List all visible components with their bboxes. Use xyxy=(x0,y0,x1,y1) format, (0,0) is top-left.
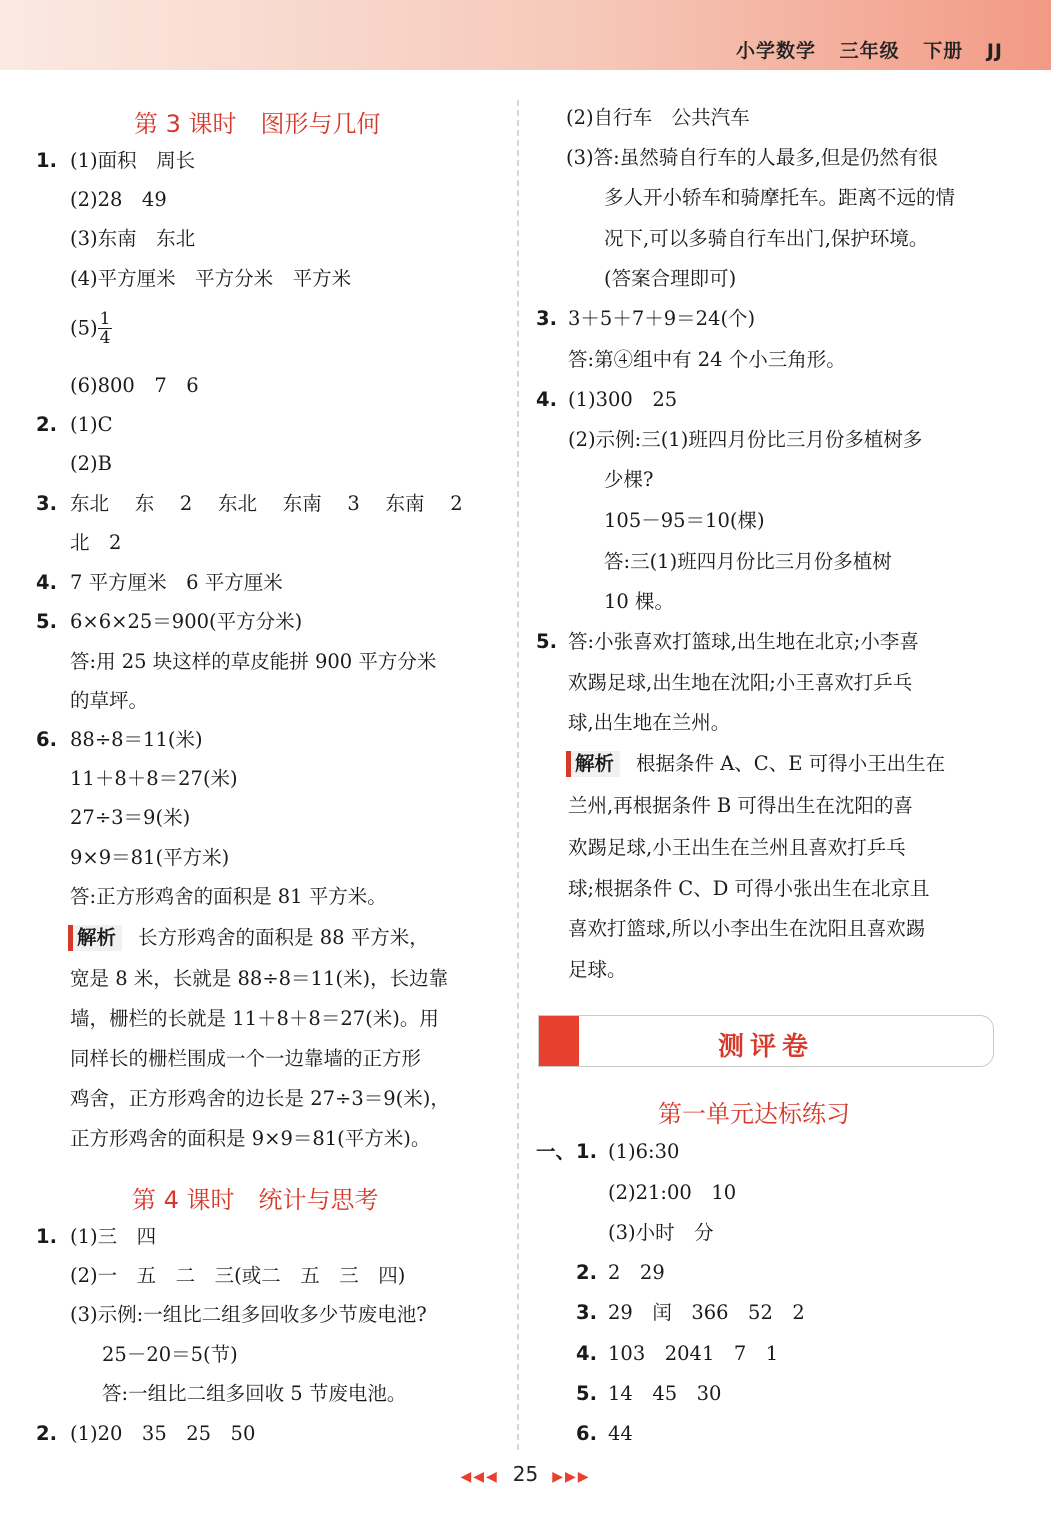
question-number: 1. xyxy=(576,1140,597,1163)
answer-line: 27÷3＝9(米) xyxy=(70,806,191,829)
answer-line: (2)B xyxy=(70,452,112,475)
answer-line: 答:第④组中有 24 个小三角形。 xyxy=(568,348,846,371)
answer-line: 3＋5＋7＋9＝24(个) xyxy=(568,307,756,330)
analysis-text: 足球。 xyxy=(568,958,627,981)
answer-line: (1)6:30 xyxy=(608,1140,680,1163)
answer-line: 29 闰 366 52 2 xyxy=(608,1301,805,1324)
analysis-line xyxy=(566,751,945,777)
question-number: 3. xyxy=(576,1301,597,1324)
analysis-text: 欢踢足球,小王出生在兰州且喜欢打乒乓 xyxy=(568,836,906,859)
question-number: 6. xyxy=(576,1422,597,1445)
answer-line: 欢踢足球,出生地在沈阳;小王喜欢打乒乓 xyxy=(568,671,913,694)
analysis-text: 喜欢打篮球,所以小李出生在沈阳且喜欢踢 xyxy=(568,917,926,940)
analysis-text: 鸡舍，正方形鸡舍的边长是 27÷3＝9(米)， xyxy=(70,1087,450,1110)
analysis-text: 宽是 8 米，长就是 88÷8＝11(米)，长边靠 xyxy=(70,967,449,990)
question-number: 2. xyxy=(576,1261,597,1284)
page-number: 25 xyxy=(512,1462,539,1486)
answer-line: (1)20 35 25 50 xyxy=(70,1422,256,1445)
banner-title: 测评卷 xyxy=(717,1032,814,1062)
analysis-tag: 解析 xyxy=(566,751,620,777)
answer-line: 9×9＝81(平方米) xyxy=(70,846,230,869)
answer-line: (2)示例:三(1)班四月份比三月份多植树多 xyxy=(568,428,923,451)
answer-line: 105－95＝10(棵) xyxy=(604,509,765,532)
answer-line: 的草坪。 xyxy=(70,689,149,712)
analysis-text: 墙，栅栏的长就是 11＋8＋8＝27(米)。用 xyxy=(70,1007,439,1030)
answer-line: 少棵? xyxy=(604,468,654,491)
fraction-denominator: 4 xyxy=(99,328,111,348)
answer-line: 7 平方厘米 6 平方厘米 xyxy=(70,571,283,594)
question-number: 5. xyxy=(536,630,557,653)
section-title: 第 3 课时 图形与几何 xyxy=(134,110,381,138)
prev-arrows-icon: ◀◀◀ xyxy=(460,1469,499,1485)
question-number: 1. xyxy=(36,149,57,172)
header-grade: 三年级 xyxy=(839,40,900,62)
question-number: 4. xyxy=(576,1342,597,1365)
analysis-text: 球;根据条件 C、D 可得小张出生在北京且 xyxy=(568,877,930,900)
answer-line: 10 棵。 xyxy=(604,590,675,613)
answer-line: 球,出生地在兰州。 xyxy=(568,711,731,734)
answer-line: (3)答:虽然骑自行车的人最多,但是仍然有很 xyxy=(566,146,938,169)
answer-line: 44 xyxy=(608,1422,633,1445)
column-divider xyxy=(517,100,519,1450)
fraction-numerator: 1 xyxy=(99,309,111,329)
question-number: 5. xyxy=(576,1382,597,1405)
question-number: 4. xyxy=(536,388,557,411)
answer-line: (3)示例:一组比二组多回收多少节废电池? xyxy=(70,1303,427,1326)
answer-line: (3)东南 东北 xyxy=(70,227,196,250)
answer-line: 11＋8＋8＝27(米) xyxy=(70,767,238,790)
answer-line: 多人开小轿车和骑摩托车。距离不远的情 xyxy=(604,186,956,209)
answer-line: (1)面积 周长 xyxy=(70,149,196,172)
answer-line: 2 29 xyxy=(608,1261,665,1284)
answer-line: 况下,可以多骑自行车出门,保护环境。 xyxy=(604,227,929,250)
next-arrows-icon: ▶▶▶ xyxy=(552,1469,591,1485)
answer-line: (2)21:00 10 xyxy=(608,1181,737,1204)
answer-line: (答案合理即可) xyxy=(604,267,737,290)
answer-line: (1)C xyxy=(70,413,113,436)
answer-line: (6)800 7 6 xyxy=(70,374,199,397)
answer-line: 北 2 xyxy=(70,531,122,554)
answer-line: 答:用 25 块这样的草皮能拼 900 平方分米 xyxy=(70,650,437,673)
analysis-text: 同样长的栅栏围成一个一边靠墙的正方形 xyxy=(70,1047,422,1070)
analysis-text: 根据条件 A、C、E 可得小王出生在 xyxy=(636,752,946,775)
answer-line: 东北 东 2 东北 东南 3 东南 2 xyxy=(70,492,463,515)
page-footer xyxy=(0,1462,1051,1486)
fraction-prefix: (5) xyxy=(70,316,98,340)
question-number: 2. xyxy=(36,1422,57,1445)
analysis-tag: 解析 xyxy=(68,925,122,951)
analysis-text: 长方形鸡舍的面积是 88 平方米， xyxy=(138,926,429,949)
answer-line-fraction xyxy=(70,310,112,358)
answer-line: (2)自行车 公共汽车 xyxy=(566,106,750,129)
answer-line: 103 2041 7 1 xyxy=(608,1342,779,1365)
answer-line: 6×6×25＝900(平方分米) xyxy=(70,610,303,633)
answer-line: 14 45 30 xyxy=(608,1382,722,1405)
answer-line: (1)300 25 xyxy=(568,388,678,411)
analysis-text: 正方形鸡舍的面积是 9×9＝81(平方米)。 xyxy=(70,1127,431,1150)
answer-line: 答:正方形鸡舍的面积是 81 平方米。 xyxy=(70,885,387,908)
answer-line: (2)28 49 xyxy=(70,188,167,211)
header-subject: 小学数学 xyxy=(735,40,816,62)
section-title: 第 4 课时 统计与思考 xyxy=(132,1186,379,1214)
assessment-banner xyxy=(538,1015,994,1067)
question-number: 5. xyxy=(36,610,57,633)
question-number: 3. xyxy=(536,307,557,330)
answer-line: 88÷8＝11(米) xyxy=(70,728,203,751)
part-number: 一、 xyxy=(536,1140,576,1163)
answer-line: 答:一组比二组多回收 5 节废电池。 xyxy=(102,1382,407,1405)
header-term: 下册 xyxy=(923,40,964,62)
question-number: 2. xyxy=(36,413,57,436)
answer-line: (4)平方厘米 平方分米 平方米 xyxy=(70,267,352,290)
answer-line: 25－20＝5(节) xyxy=(102,1343,238,1366)
unit-title: 第一单元达标练习 xyxy=(658,1100,850,1128)
question-number: 3. xyxy=(36,492,57,515)
question-number: 1. xyxy=(36,1225,57,1248)
header-edition: JJ xyxy=(986,40,1003,62)
answer-line: (3)小时 分 xyxy=(608,1221,714,1244)
question-number: 4. xyxy=(36,571,57,594)
question-number: 6. xyxy=(36,728,57,751)
page-header xyxy=(720,36,1003,63)
answer-line: (2)一 五 二 三(或二 五 三 四) xyxy=(70,1264,406,1287)
answer-line: 答:小张喜欢打篮球,出生地在北京;小李喜 xyxy=(568,630,919,653)
analysis-line xyxy=(68,925,429,951)
answer-line: 答:三(1)班四月份比三月份多植树 xyxy=(604,550,892,573)
analysis-text: 兰州,再根据条件 B 可得出生在沈阳的喜 xyxy=(568,794,913,817)
fraction xyxy=(98,310,113,347)
answer-line: (1)三 四 xyxy=(70,1225,157,1248)
